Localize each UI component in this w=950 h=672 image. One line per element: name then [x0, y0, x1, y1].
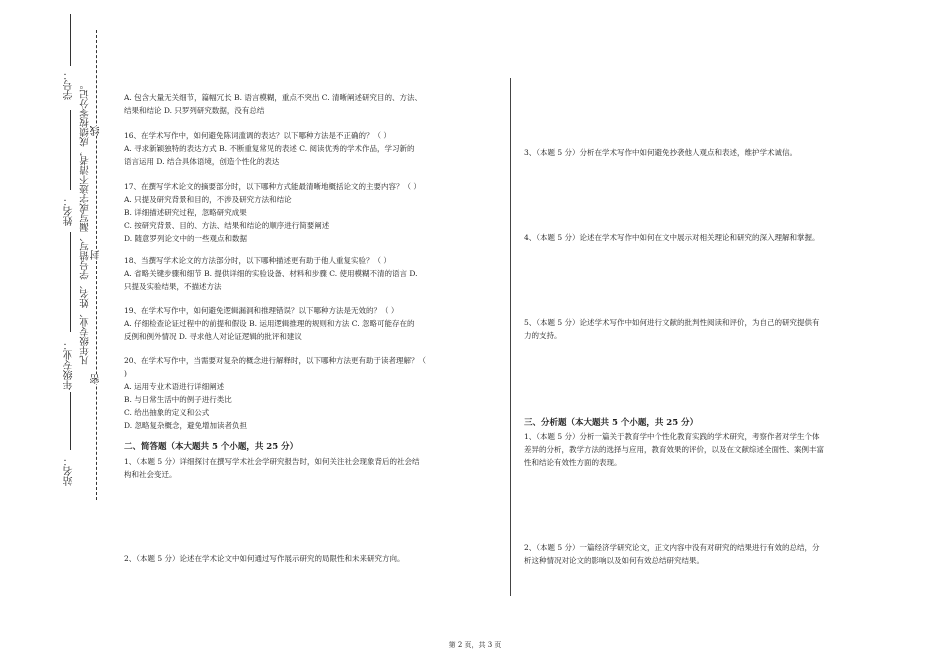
nianji-fill-line	[70, 232, 71, 332]
seal-mark-xian: 线	[91, 126, 102, 136]
seal-dashed-line	[96, 30, 97, 500]
margin-label-xingming: 姓名：	[64, 196, 75, 226]
short-answer-2: 2、（本题 5 分）论述在学术论文中如何通过写作展示研究的局限性和未来研究方向。	[124, 554, 405, 563]
short-answer-3: 3、（本题 5 分）分析在学术写作中如何避免抄袭他人观点和表述，维护学术诚信。	[524, 148, 798, 157]
question-20: 20、在学术写作中，当需要对复杂的概念进行解释时，以下哪种方法更有助于读者理解？（ ) A. 运用专业术语进行详细阐述 B. 与日常生活中的例子进行类比 C. 给出抽象的定义和公式 D. 忽略复杂概念，避免增加读者负担	[124, 356, 427, 430]
seal-mark-feng: 封	[91, 250, 102, 260]
page-footer: 第 2 页，共 3 页	[448, 641, 502, 649]
xingming-fill-line	[70, 110, 71, 190]
xuehao-fill-line	[70, 14, 71, 66]
seal-mark-mi: 密	[91, 374, 102, 384]
margin-label-nianji: 年级专业：	[64, 340, 75, 390]
short-answer-1: 1、（本题 5 分）详细探讨在撰写学术社会学研究报告时，如何关注社会现象背后的社会结 构和社会变迁。	[124, 457, 420, 479]
column-divider	[510, 78, 511, 596]
analysis-2: 2、（本题 5 分）一篇经济学研究论文，正文内容中没有对研究的结果进行有效的总结，分 析这种情况对论文的影响以及如何有效总结研究结果。	[524, 543, 820, 565]
zhanming-fill-line	[70, 392, 71, 450]
short-answer-5: 5、（本题 5 分）论述学术写作中如何进行文献的批判性阅读和评价，为自己的研究提供有 力的支持。	[524, 318, 820, 340]
question-19: 19、在学术写作中，如何避免逻辑漏洞和推理错误？以下哪种方法是无效的？（ ） A. 仔细检查论证过程中的前提和假设 B. 运用逻辑推理的规则和方法 C. 忽略可能存在的 反例和例外情况 D. 寻求他人对论证逻辑的批评和建议	[124, 306, 415, 341]
question-15-options: A. 包含大量无关细节，篇幅冗长 B. 语言模糊，重点不突出 C. 清晰阐述研究目的、方法、 结果和结论 D. 只罗列研究数据，没有总结	[124, 93, 422, 115]
short-answer-4: 4、（本题 5 分）论述在学术写作中如何在文中展示对相关理论和研究的深入理解和掌握。	[524, 233, 820, 242]
section-3-title: 三、分析题（本大题共 5 个小题，共 25 分）	[524, 418, 699, 428]
margin-label-xuehao: 学号：	[64, 70, 75, 100]
analysis-1: 1、（本题 5 分）分析一篇关于教育学中个性化教育实践的学术研究，考察作者对学生个体 差异的分析，教学方法的选择与应用，教育效果的评价，以及在文献综述全面性、案例丰富 性和结论有效性方面的表现。	[524, 432, 824, 467]
margin-notice: 凡年级专业、姓名、学号错写、漏写或字迹不清者，成绩按零分记。	[80, 80, 91, 365]
question-17: 17、在撰写学术论文的摘要部分时，以下哪种方式能最清晰地概括论文的主要内容？（ ） A. 只提及研究背景和目的，不涉及研究方法和结论 B. 详细描述研究过程，忽略研究成果 C. 按研究背景、目的、方法、结果和结论的顺序进行简要阐述 D. 随意罗列论文中的一些观点和数据	[124, 182, 421, 243]
margin-label-zhanming: 站名：	[64, 456, 75, 486]
section-2-title: 二、简答题（本大题共 5 个小题，共 25 分）	[124, 442, 299, 452]
question-18: 18、当撰写学术论文的方法部分时，以下哪种描述更有助于他人重复实验？（ ） A. 省略关键步骤和细节 B. 提供详细的实验设备、材料和步骤 C. 使用模糊不清的语言 D. 只提及实验结果，不描述方法	[124, 256, 418, 291]
question-16: 16、在学术写作中，如何避免陈词滥调的表达？以下哪种方法是不正确的？（ ） A. 寻求新颖独特的表达方式 B. 不断重复常见的表述 C. 阅读优秀的学术作品，学习新的 语言运用 D. 结合具体语境，创造个性化的表达	[124, 131, 415, 166]
